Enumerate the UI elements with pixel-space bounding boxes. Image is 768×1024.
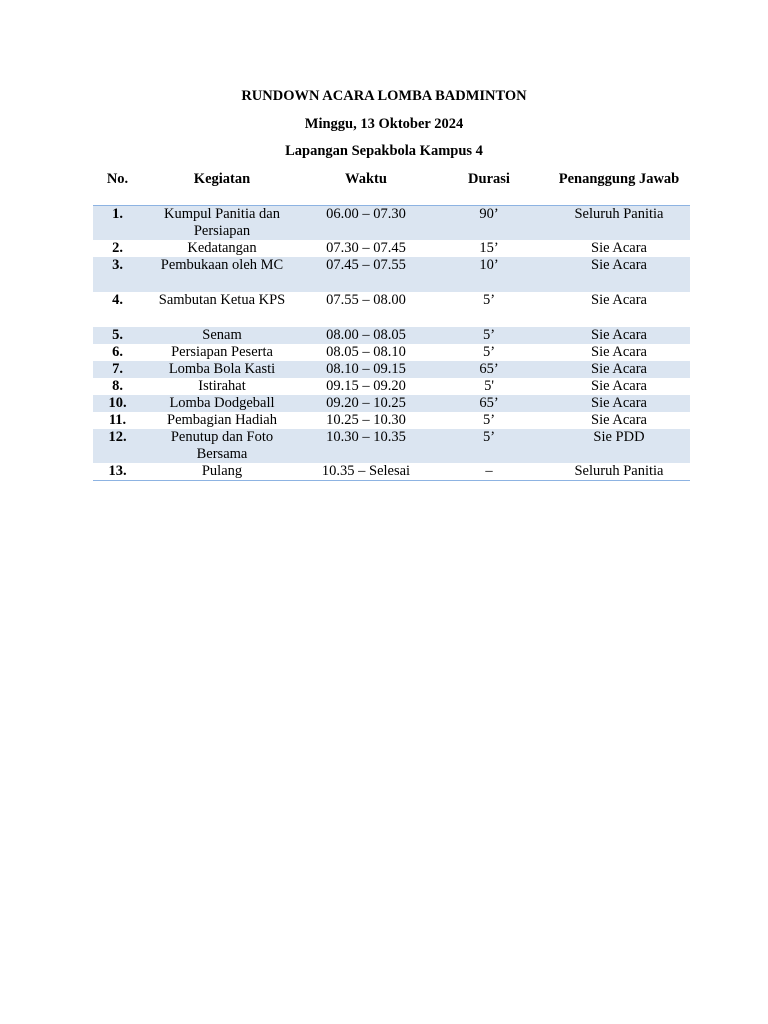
cell-kegiatan: Pembukaan oleh MC [142, 257, 302, 292]
cell-penanggung-jawab: Sie Acara [548, 327, 690, 344]
cell-no: 2. [112, 240, 123, 256]
cell-penanggung-jawab: Sie Acara [591, 292, 647, 308]
cell-no: 13. [93, 463, 142, 481]
cell-durasi: 5’ [482, 344, 496, 360]
cell-kegiatan: Lomba Dodgeball [142, 395, 302, 412]
cell-penanggung-jawab: Sie Acara [591, 378, 647, 394]
table-row [93, 327, 690, 344]
cell-durasi: 65’ [430, 395, 548, 412]
column-header-penanggung-jawab: Penanggung Jawab [548, 170, 690, 206]
cell-penanggung-jawab: Seluruh Panitia [548, 206, 690, 241]
cell-durasi: 10’ [430, 257, 548, 292]
table-row [93, 412, 690, 429]
cell-durasi: 5' [484, 378, 494, 394]
cell-penanggung-jawab: Sie Acara [548, 395, 690, 412]
cell-penanggung-jawab: Sie Acara [591, 240, 647, 256]
document-title: RUNDOWN ACARA LOMBA BADMINTON [241, 88, 527, 104]
cell-kegiatan: Persiapan Peserta [171, 344, 273, 360]
cell-waktu: 07.45 – 07.55 [302, 257, 430, 292]
cell-no: 3. [93, 257, 142, 292]
column-header-kegiatan: Kegiatan [142, 170, 302, 206]
cell-durasi: 15’ [479, 240, 499, 256]
table-row [93, 240, 690, 257]
cell-waktu: 08.00 – 08.05 [302, 327, 430, 344]
cell-penanggung-jawab: Sie PDD [548, 429, 690, 463]
table-row [93, 395, 690, 412]
table-header-row [93, 170, 690, 206]
cell-durasi: 5’ [482, 412, 496, 428]
cell-no: 10. [93, 395, 142, 412]
cell-kegiatan: Kedatangan [187, 240, 257, 256]
cell-waktu: 09.20 – 10.25 [302, 395, 430, 412]
cell-kegiatan: Istirahat [198, 378, 246, 394]
cell-waktu: 08.05 – 08.10 [326, 344, 406, 360]
cell-waktu: 09.15 – 09.20 [326, 378, 406, 394]
table-row [93, 429, 690, 463]
cell-durasi: 90’ [430, 206, 548, 241]
cell-kegiatan: Pembagian Hadiah [167, 412, 277, 428]
cell-waktu: 10.35 – Selesai [302, 463, 430, 481]
table-row [93, 378, 690, 395]
cell-no: 7. [93, 361, 142, 378]
cell-durasi: 65’ [430, 361, 548, 378]
cell-kegiatan: Penutup dan Foto Bersama [142, 429, 302, 463]
cell-no: 8. [112, 378, 123, 394]
cell-penanggung-jawab: Seluruh Panitia [548, 463, 690, 481]
table-row [93, 463, 690, 481]
cell-no: 6. [112, 344, 123, 360]
rundown-table [93, 170, 690, 481]
table-row [93, 361, 690, 378]
cell-penanggung-jawab: Sie Acara [548, 361, 690, 378]
cell-no: 5. [93, 327, 142, 344]
cell-kegiatan: Pulang [142, 463, 302, 481]
table-row [93, 257, 690, 292]
cell-waktu: 07.30 – 07.45 [326, 240, 406, 256]
cell-penanggung-jawab: Sie Acara [591, 344, 647, 360]
cell-kegiatan: Lomba Bola Kasti [142, 361, 302, 378]
cell-waktu: 06.00 – 07.30 [302, 206, 430, 241]
cell-no: 4. [112, 292, 123, 308]
cell-durasi: 5’ [430, 429, 548, 463]
table-row [93, 292, 690, 327]
event-date: Minggu, 13 Oktober 2024 [304, 116, 464, 132]
cell-kegiatan: Sambutan Ketua KPS [158, 292, 286, 308]
cell-kegiatan: Senam [142, 327, 302, 344]
column-header-waktu: Waktu [302, 170, 430, 206]
cell-waktu: 10.25 – 10.30 [326, 412, 406, 428]
cell-waktu: 10.30 – 10.35 [302, 429, 430, 463]
cell-no: 11. [108, 412, 127, 428]
cell-durasi: – [430, 463, 548, 481]
cell-no: 1. [93, 206, 142, 241]
cell-waktu: 07.55 – 08.00 [326, 292, 406, 308]
cell-penanggung-jawab: Sie Acara [591, 412, 647, 428]
cell-no: 12. [93, 429, 142, 463]
column-header-durasi: Durasi [430, 170, 548, 206]
cell-penanggung-jawab: Sie Acara [548, 257, 690, 292]
table-row [93, 206, 690, 241]
table-row [93, 344, 690, 361]
event-venue: Lapangan Sepakbola Kampus 4 [285, 143, 483, 159]
cell-durasi: 5’ [430, 327, 548, 344]
cell-kegiatan: Kumpul Panitia dan Persiapan [142, 206, 302, 241]
column-header-no: No. [93, 170, 142, 206]
cell-durasi: 5’ [482, 292, 496, 308]
cell-waktu: 08.10 – 09.15 [302, 361, 430, 378]
